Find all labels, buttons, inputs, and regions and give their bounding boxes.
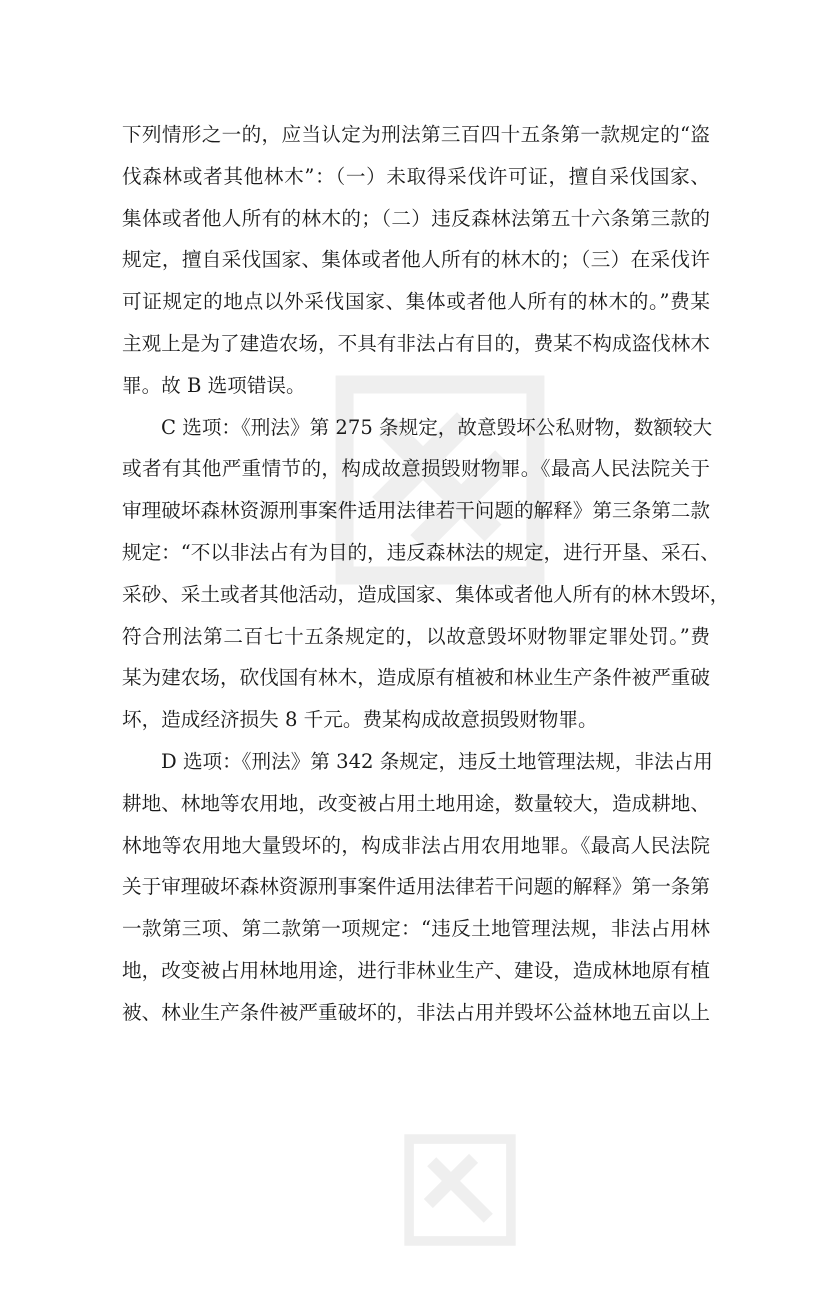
- text-line: 主观上是为了建造农场，不具有非法占有目的，费某不构成盗伐林木: [122, 331, 710, 355]
- document-body: [122, 114, 730, 1034]
- text-line: 被、林业生产条件被严重破坏的，非法占用并毁坏公益林地五亩以上: [122, 1000, 710, 1024]
- paragraph-option-d: [122, 741, 713, 1034]
- text-line: 耕地、林地等农用地，改变被占用土地用途，数量较大，造成耕地、: [122, 791, 710, 815]
- text-line: 集体或者他人所有的林木的；（二）违反森林法第五十六条第三款的: [122, 206, 710, 230]
- text-line: 关于审理破坏森林资源刑事案件适用法律若干问题的解释》第一条第: [122, 875, 710, 899]
- text-line: 坏，造成经济损失 8 千元。费某构成故意损毁财物罪。: [122, 708, 598, 732]
- text-line: 规定：“不以非法占有为目的，违反森林法的规定，进行开垦、采石、: [122, 540, 720, 564]
- watermark-logo-icon: [347, 1077, 573, 1303]
- text-line: 罪。故 B 选项错误。: [122, 373, 306, 397]
- text-line: 地，改变被占用林地用途，进行非林业生产、建设，造成林地原有植: [122, 958, 710, 982]
- text-line: C 选项：《刑法》第 275 条规定，故意毁坏公私财物，数额较大: [161, 415, 713, 439]
- text-line: 伐森林或者其他林木”：（一）未取得采伐许可证，擅自采伐国家、: [122, 164, 710, 188]
- text-line: 下列情形之一的，应当认定为刑法第三百四十五条第一款规定的“盗: [122, 123, 710, 146]
- text-line: D 选项：《刑法》第 342 条规定，违反土地管理法规，非法占用: [161, 749, 713, 773]
- text-line: 林地等农用地大量毁坏的，构成非法占用农用地罪。《最高人民法院: [122, 833, 710, 857]
- paragraph-option-c: [122, 407, 730, 741]
- text-line: 规定，擅自采伐国家、集体或者他人所有的林木的；（三）在采伐许: [122, 248, 710, 272]
- text-line: 审理破坏森林资源刑事案件适用法律若干问题的解释》第三条第二款: [122, 499, 710, 523]
- text-line: 采砂、采土或者其他活动，造成国家、集体或者他人所有的林木毁坏，: [122, 582, 730, 606]
- paragraph-continuation: [122, 114, 710, 407]
- text-line: 某为建农场，砍伐国有林木，造成原有植被和林业生产条件被严重破: [122, 666, 710, 690]
- text-line: 符合刑法第二百七十五条规定的，以故意毁坏财物罪定罪处罚。”费: [122, 624, 710, 648]
- text-line: 可证规定的地点以外采伐国家、集体或者他人所有的林木的。”费某: [122, 290, 710, 314]
- text-line: 一款第三项、第二款第一项规定：“违反土地管理法规，非法占用林: [122, 917, 710, 941]
- text-line: 或者有其他严重情节的，构成故意损毁财物罪。《最高人民法院关于: [122, 457, 710, 481]
